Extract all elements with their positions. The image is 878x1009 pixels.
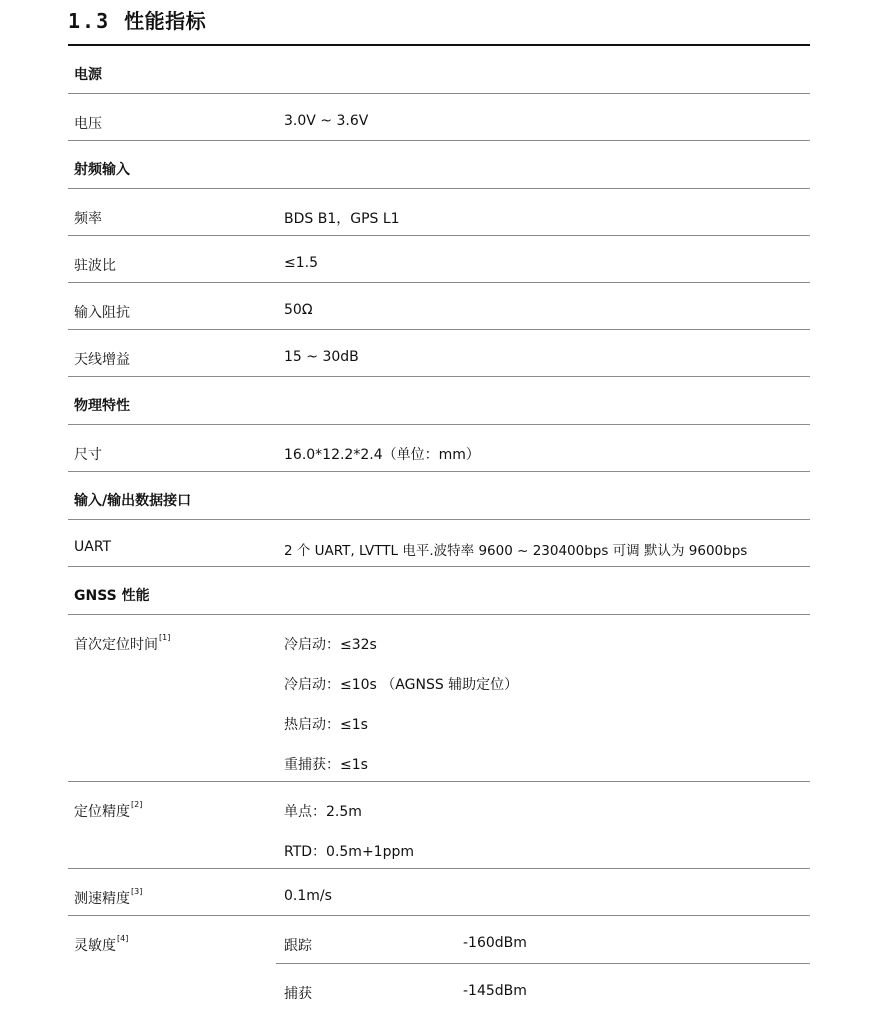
spec-key: 天线增益	[74, 352, 130, 368]
spec-key: 尺寸	[74, 447, 102, 463]
section-number: 1.3	[68, 9, 111, 33]
section-row-physical	[68, 377, 810, 425]
section-label: 输入/输出数据接口	[74, 493, 192, 509]
spec-key: 输入阻抗	[74, 305, 130, 321]
spec-row-vswr	[68, 236, 810, 283]
section-label: GNSS 性能	[74, 588, 150, 604]
spec-table	[68, 46, 810, 1009]
footnote-ref: [4]	[117, 934, 129, 943]
sensitivity-value: -160dBm	[463, 935, 527, 951]
sensitivity-mode: 跟踪	[284, 938, 312, 954]
spec-row-sensitivity	[68, 916, 810, 1009]
spec-value: 3.0V ~ 3.6V	[284, 113, 369, 129]
sensitivity-mode: 捕获	[284, 986, 312, 1002]
spec-key	[74, 888, 142, 908]
section-label: 物理特性	[74, 398, 130, 414]
footnote-ref: [3]	[131, 887, 143, 896]
spec-key	[74, 801, 142, 821]
spec-key-text: 首次定位时间	[74, 637, 158, 653]
sub-row-divider	[276, 963, 810, 964]
section-label: 射频输入	[74, 162, 130, 178]
section-row-rf-input	[68, 141, 810, 189]
section-row-gnss	[68, 567, 810, 615]
spec-key	[74, 634, 170, 654]
section-title: 性能指标	[124, 9, 207, 33]
spec-row-frequency	[68, 189, 810, 236]
spec-line: 单点：2.5m	[284, 804, 362, 820]
sensitivity-value: -145dBm	[463, 983, 527, 999]
page-title	[68, 8, 206, 34]
spec-row-antenna-gain	[68, 330, 810, 377]
spec-line: 重捕获：≤1s	[284, 757, 368, 773]
footnote-ref: [1]	[159, 633, 171, 642]
spec-key: UART	[74, 539, 112, 555]
spec-line: 冷启动：≤10s （AGNSS 辅助定位）	[284, 677, 519, 693]
spec-line: 冷启动：≤32s	[284, 637, 377, 653]
spec-value: 0.1m/s	[284, 888, 332, 904]
spec-key-text: 测速精度	[74, 891, 130, 907]
spec-value: 15 ~ 30dB	[284, 349, 359, 365]
spec-key	[74, 935, 128, 955]
section-row-io	[68, 472, 810, 520]
section-label: 电源	[74, 67, 102, 83]
spec-value: 16.0*12.2*2.4（单位：mm）	[284, 447, 480, 463]
spec-row-ttff	[68, 615, 810, 782]
spec-row-size	[68, 425, 810, 472]
spec-value: BDS B1，GPS L1	[284, 211, 400, 227]
spec-key-text: 灵敏度	[74, 938, 116, 954]
spec-line: 热启动：≤1s	[284, 717, 368, 733]
spec-value: 2 个 UART, LVTTL 电平.波特率 9600 ~ 230400bps 可调 默认为 9600bps	[284, 543, 748, 559]
spec-row-voltage	[68, 94, 810, 141]
spec-row-accuracy	[68, 782, 810, 869]
spec-row-uart	[68, 520, 810, 567]
section-row-power	[68, 46, 810, 94]
spec-key-text: 定位精度	[74, 804, 130, 820]
spec-key: 驻波比	[74, 258, 116, 274]
spec-line: RTD：0.5m+1ppm	[284, 844, 414, 860]
footnote-ref: [2]	[131, 800, 143, 809]
spec-row-velocity	[68, 869, 810, 916]
spec-value: 50Ω	[284, 302, 313, 318]
spec-value: ≤1.5	[284, 255, 318, 271]
spec-key: 电压	[74, 116, 102, 132]
spec-key: 频率	[74, 211, 102, 227]
spec-row-impedance	[68, 283, 810, 330]
